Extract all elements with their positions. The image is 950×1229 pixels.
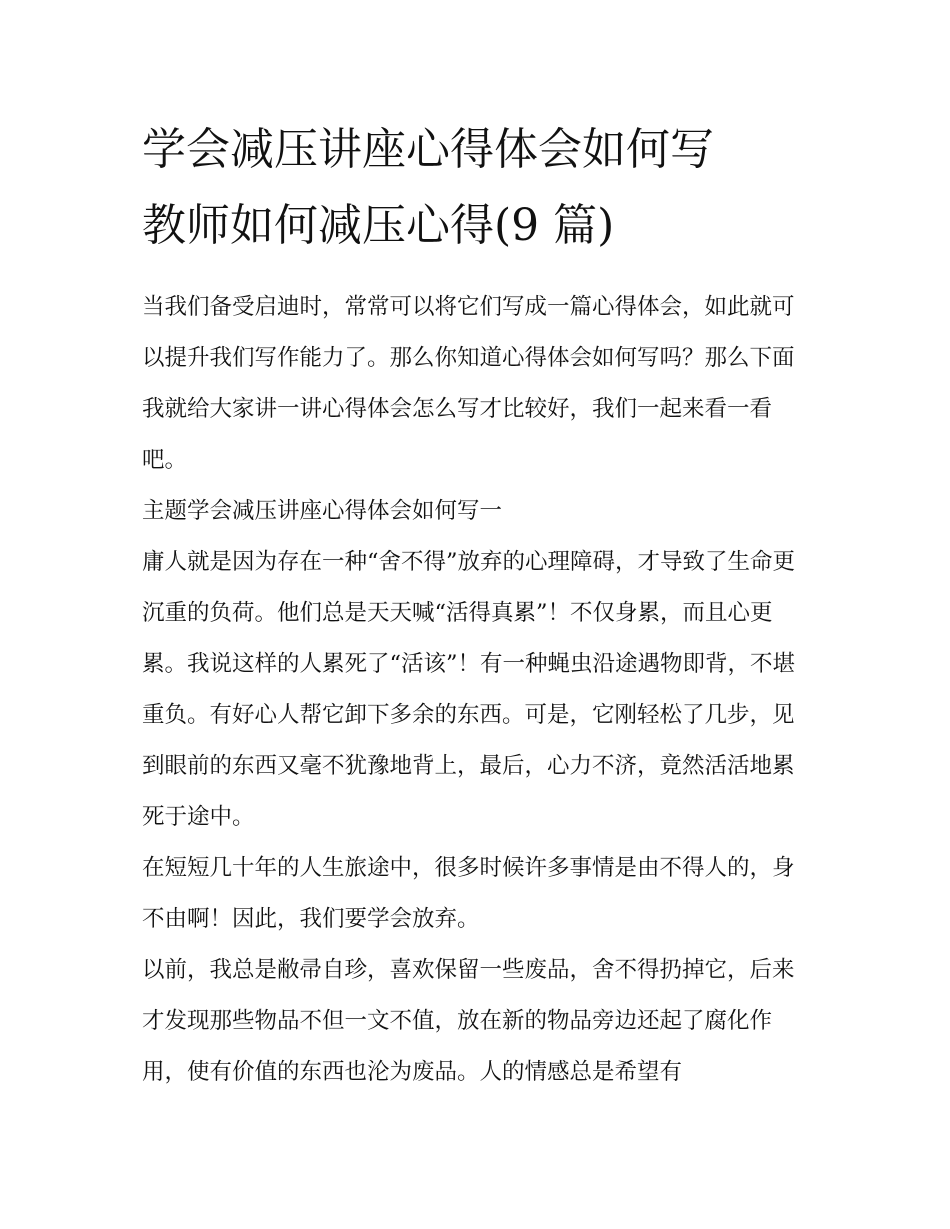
paragraph-body-2: 在短短几十年的人生旅途中，很多时候许多事情是由不得人的，身不由啊！因此，我们要学会放弃。 bbox=[142, 855, 795, 932]
section-heading: 主题学会减压讲座心得体会如何写一 bbox=[142, 498, 503, 524]
paragraph-body-1: 庸人就是因为存在一种“舍不得”放弃的心理障碍，才导致了生命更沉重的负荷。他们总是天天喊“活得真累”！不仅身累，而且心更累。我说这样的人累死了“活该”！有一种蝇虫沿途遇物即背，不堪重负。有好心人帮它卸下多余的东西。可是，它刚轻松了几步，见到眼前的东西又毫不犹豫地背上，最后，心力不济，竟然活活地累死于途中。 bbox=[142, 549, 796, 830]
paragraph-body-3: 以前，我总是敝帚自珍，喜欢保留一些废品，舍不得扔掉它，后来才发现那些物品不但一文不值，放在新的物品旁边还起了腐化作用，使有价值的东西也沦为废品。人的情感总是希望有 bbox=[142, 957, 795, 1085]
document-body bbox=[142, 112, 814, 1098]
title-line-2: 教师如何减压心得(9 篇) bbox=[142, 200, 615, 251]
document-title bbox=[142, 112, 814, 264]
title-line-1: 学会减压讲座心得体会如何写 bbox=[142, 124, 714, 175]
paragraph-intro: 当我们备受启迪时，常常可以将它们写成一篇心得体会，如此就可以提升我们写作能力了。那么你知道心得体会如何写吗？那么下面我就给大家讲一讲心得体会怎么写才比较好，我们一起来看一看吧。 bbox=[142, 294, 795, 473]
